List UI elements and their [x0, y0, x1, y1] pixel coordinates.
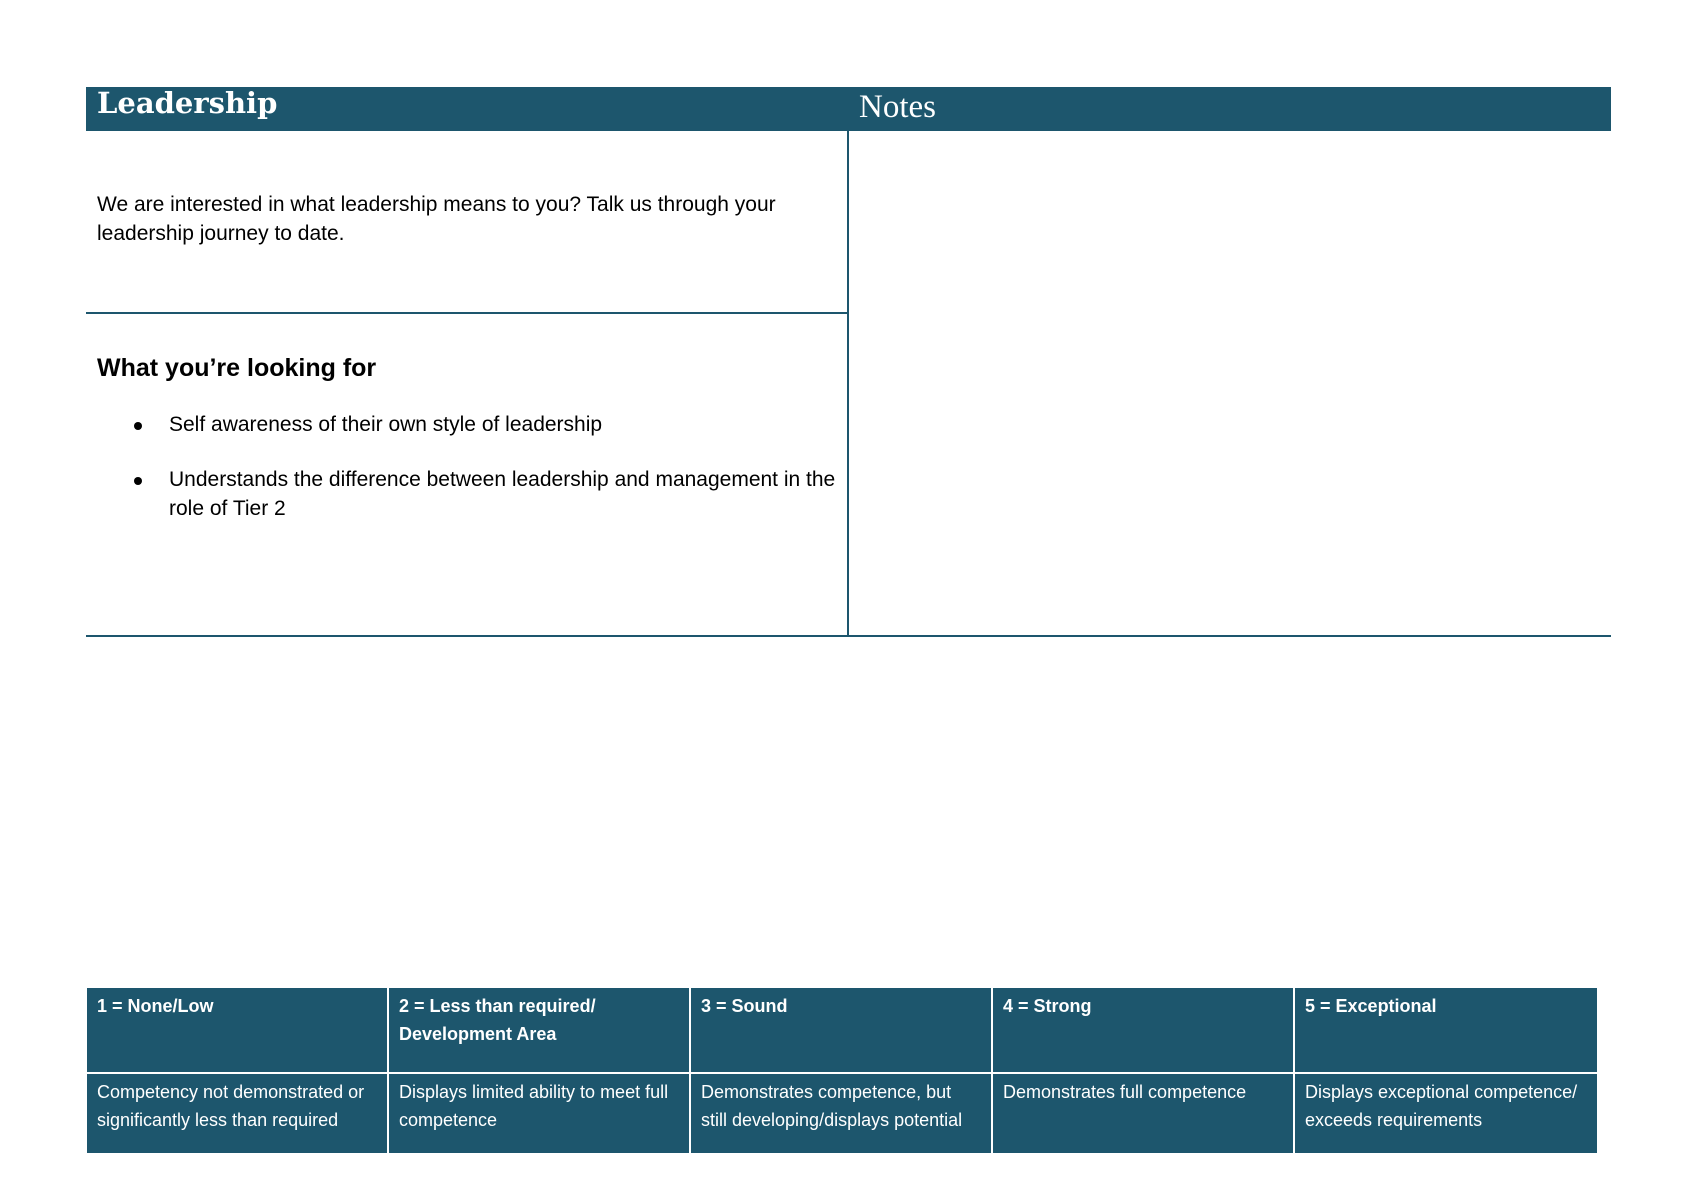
rating-description-4: Demonstrates full competence: [993, 1074, 1295, 1153]
rating-description-2: Displays limited ability to meet full competence: [389, 1074, 691, 1153]
rating-level-1: 1 = None/Low: [87, 988, 389, 1074]
bullet-icon: [134, 422, 142, 430]
rating-level-3: 3 = Sound: [691, 988, 993, 1074]
bullet-icon: [134, 477, 142, 485]
list-item-text: Understands the difference between leadership and management in the role of Tier 2: [169, 468, 836, 520]
header-bar: [86, 87, 1611, 131]
looking-for-list: [97, 410, 837, 549]
column-divider: [847, 131, 849, 636]
rating-description-3: Demonstrates competence, but still developing/displays potential: [691, 1074, 993, 1153]
rating-level-4: 4 = Strong: [993, 988, 1295, 1074]
rating-levels-row: [87, 988, 1597, 1074]
list-item: [97, 465, 837, 523]
section-title: Leadership: [97, 86, 278, 120]
rating-level-2: 2 = Less than required/ Development Area: [389, 988, 691, 1074]
rating-level-5: 5 = Exceptional: [1295, 988, 1597, 1074]
list-item-text: Self awareness of their own style of leadership: [169, 413, 603, 436]
question-divider: [86, 312, 848, 314]
interview-question: We are interested in what leadership means to you? Talk us through your leadership journey to date.: [97, 193, 776, 245]
notes-title: Notes: [859, 89, 936, 125]
looking-for-heading: What you’re looking for: [97, 354, 377, 382]
rating-description-1: Competency not demonstrated or significantly less than required: [87, 1074, 389, 1153]
rating-scale-table: [87, 988, 1597, 1153]
rating-descriptions-row: [87, 1074, 1597, 1153]
section-bottom-rule: [86, 635, 1611, 637]
list-item: [97, 410, 837, 439]
rating-description-5: Displays exceptional competence/ exceeds requirements: [1295, 1074, 1597, 1153]
